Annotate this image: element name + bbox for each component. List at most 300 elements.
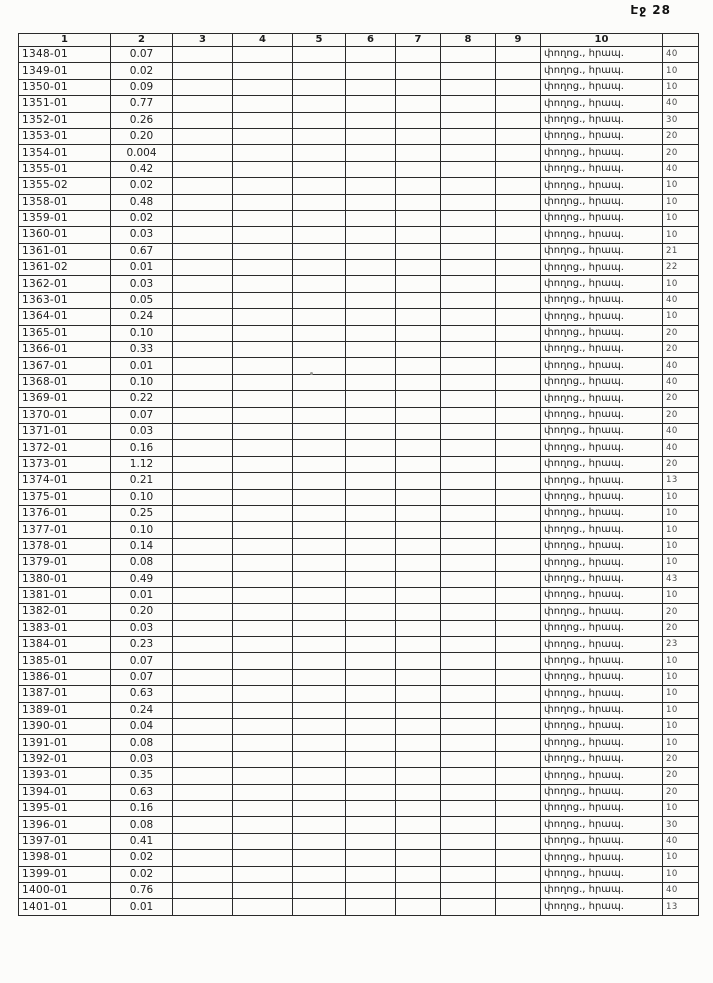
- cadastral-table: [18, 33, 699, 916]
- empty-cell: [396, 374, 441, 390]
- empty-cell: [496, 620, 541, 636]
- empty-cell: [396, 555, 441, 571]
- usage-label-cell: փողոց., հրապ.: [541, 391, 663, 407]
- usage-label-cell: փողոց., հրապ.: [541, 899, 663, 915]
- empty-cell: [396, 423, 441, 439]
- usage-label-cell: փողոց., հրապ.: [541, 555, 663, 571]
- parcel-id-cell: 1385-01: [19, 653, 111, 669]
- empty-cell: [346, 407, 396, 423]
- empty-cell: [346, 719, 396, 735]
- empty-cell: [496, 456, 541, 472]
- table-row: [19, 637, 699, 653]
- table-row: [19, 882, 699, 898]
- area-value-cell: 0.03: [111, 227, 173, 243]
- empty-cell: [441, 505, 496, 521]
- empty-cell: [441, 96, 496, 112]
- parcel-id-cell: 1373-01: [19, 456, 111, 472]
- empty-cell: [396, 243, 441, 259]
- handwritten-margin-note: 10: [663, 63, 699, 79]
- usage-label-cell: փողոց., հրապ.: [541, 227, 663, 243]
- empty-cell: [173, 292, 233, 308]
- area-value-cell: 0.41: [111, 833, 173, 849]
- empty-cell: [396, 768, 441, 784]
- empty-cell: [496, 309, 541, 325]
- parcel-id-cell: 1386-01: [19, 669, 111, 685]
- handwritten-margin-note: 10: [663, 702, 699, 718]
- empty-cell: [346, 391, 396, 407]
- empty-cell: [496, 292, 541, 308]
- handwritten-margin-note: 20: [663, 620, 699, 636]
- parcel-id-cell: 1361-01: [19, 243, 111, 259]
- usage-label-cell: փողոց., հրապ.: [541, 112, 663, 128]
- parcel-id-cell: 1352-01: [19, 112, 111, 128]
- usage-label-cell: փողոց., հրապ.: [541, 194, 663, 210]
- area-value-cell: 0.10: [111, 374, 173, 390]
- table-row: [19, 768, 699, 784]
- empty-cell: [233, 161, 293, 177]
- parcel-id-cell: 1394-01: [19, 784, 111, 800]
- empty-cell: [396, 784, 441, 800]
- area-value-cell: 0.04: [111, 719, 173, 735]
- empty-cell: [173, 260, 233, 276]
- area-value-cell: 0.01: [111, 899, 173, 915]
- area-value-cell: 0.004: [111, 145, 173, 161]
- handwritten-margin-note: 20: [663, 456, 699, 472]
- area-value-cell: 0.02: [111, 866, 173, 882]
- usage-label-cell: փողոց., հրապ.: [541, 358, 663, 374]
- empty-cell: [441, 112, 496, 128]
- empty-cell: [346, 751, 396, 767]
- area-value-cell: 0.20: [111, 128, 173, 144]
- empty-cell: [346, 866, 396, 882]
- empty-cell: [233, 456, 293, 472]
- empty-cell: [233, 669, 293, 685]
- empty-cell: [233, 128, 293, 144]
- empty-cell: [173, 63, 233, 79]
- empty-cell: [173, 276, 233, 292]
- empty-cell: [233, 292, 293, 308]
- table-row: [19, 653, 699, 669]
- column-header: 2: [111, 34, 173, 47]
- empty-cell: [441, 145, 496, 161]
- column-header: 1: [19, 34, 111, 47]
- usage-label-cell: փողոց., հրապ.: [541, 637, 663, 653]
- parcel-id-cell: 1377-01: [19, 522, 111, 538]
- area-value-cell: 0.22: [111, 391, 173, 407]
- empty-cell: [233, 587, 293, 603]
- usage-label-cell: փողոց., հրապ.: [541, 260, 663, 276]
- usage-label-cell: փողոց., հրապ.: [541, 505, 663, 521]
- empty-cell: [346, 47, 396, 63]
- empty-cell: [441, 260, 496, 276]
- empty-cell: [496, 522, 541, 538]
- empty-cell: [233, 637, 293, 653]
- empty-cell: [173, 112, 233, 128]
- area-value-cell: 0.07: [111, 653, 173, 669]
- empty-cell: [441, 358, 496, 374]
- empty-cell: [293, 604, 346, 620]
- empty-cell: [396, 210, 441, 226]
- table-row: [19, 440, 699, 456]
- usage-label-cell: փողոց., հրապ.: [541, 587, 663, 603]
- handwritten-margin-note: 40: [663, 374, 699, 390]
- usage-label-cell: փողոց., հրապ.: [541, 145, 663, 161]
- usage-label-cell: փողոց., հրապ.: [541, 440, 663, 456]
- area-value-cell: 0.24: [111, 702, 173, 718]
- empty-cell: [396, 178, 441, 194]
- empty-cell: [173, 128, 233, 144]
- handwritten-margin-note: 10: [663, 866, 699, 882]
- area-value-cell: 0.25: [111, 505, 173, 521]
- parcel-id-cell: 1361-02: [19, 260, 111, 276]
- empty-cell: [441, 669, 496, 685]
- empty-cell: [396, 653, 441, 669]
- empty-cell: [293, 817, 346, 833]
- handwritten-margin-note: 10: [663, 194, 699, 210]
- handwritten-margin-note: 10: [663, 522, 699, 538]
- empty-cell: [496, 391, 541, 407]
- empty-cell: [233, 571, 293, 587]
- usage-label-cell: փողոց., հրապ.: [541, 473, 663, 489]
- empty-cell: [293, 145, 346, 161]
- table-header-row: [19, 34, 699, 47]
- handwritten-margin-note: 10: [663, 210, 699, 226]
- handwritten-margin-note: 13: [663, 899, 699, 915]
- empty-cell: [173, 866, 233, 882]
- empty-cell: [441, 899, 496, 915]
- parcel-id-cell: 1353-01: [19, 128, 111, 144]
- empty-cell: [173, 555, 233, 571]
- empty-cell: [293, 571, 346, 587]
- empty-cell: [173, 423, 233, 439]
- empty-cell: [496, 96, 541, 112]
- table-row: [19, 227, 699, 243]
- empty-cell: [173, 768, 233, 784]
- table-row: [19, 522, 699, 538]
- empty-cell: [173, 850, 233, 866]
- empty-cell: [293, 194, 346, 210]
- handwritten-margin-note: 40: [663, 882, 699, 898]
- table-row: [19, 817, 699, 833]
- table-row: [19, 751, 699, 767]
- empty-cell: [293, 489, 346, 505]
- empty-cell: [233, 899, 293, 915]
- parcel-id-cell: 1350-01: [19, 79, 111, 95]
- empty-cell: [346, 587, 396, 603]
- handwritten-margin-note: 21: [663, 243, 699, 259]
- empty-cell: [496, 407, 541, 423]
- empty-cell: [346, 833, 396, 849]
- empty-cell: [173, 538, 233, 554]
- empty-cell: [233, 260, 293, 276]
- table-row: [19, 161, 699, 177]
- usage-label-cell: փողոց., հրապ.: [541, 178, 663, 194]
- area-value-cell: 0.14: [111, 538, 173, 554]
- empty-cell: [396, 112, 441, 128]
- empty-cell: [396, 899, 441, 915]
- usage-label-cell: փողոց., հրապ.: [541, 47, 663, 63]
- empty-cell: [396, 79, 441, 95]
- handwritten-margin-note: 20: [663, 407, 699, 423]
- empty-cell: [173, 751, 233, 767]
- table-row: [19, 505, 699, 521]
- usage-label-cell: փողոց., հրապ.: [541, 604, 663, 620]
- empty-cell: [233, 47, 293, 63]
- parcel-id-cell: 1393-01: [19, 768, 111, 784]
- empty-cell: [293, 833, 346, 849]
- empty-cell: [441, 456, 496, 472]
- parcel-id-cell: 1376-01: [19, 505, 111, 521]
- empty-cell: [441, 292, 496, 308]
- empty-cell: [346, 489, 396, 505]
- usage-label-cell: փողոց., հրապ.: [541, 423, 663, 439]
- usage-label-cell: փողոց., հրապ.: [541, 751, 663, 767]
- empty-cell: [496, 473, 541, 489]
- empty-cell: [233, 96, 293, 112]
- empty-cell: [496, 800, 541, 816]
- parcel-id-cell: 1391-01: [19, 735, 111, 751]
- parcel-id-cell: 1349-01: [19, 63, 111, 79]
- empty-cell: [396, 637, 441, 653]
- empty-cell: [293, 325, 346, 341]
- table-row: [19, 358, 699, 374]
- empty-cell: [233, 653, 293, 669]
- empty-cell: [441, 423, 496, 439]
- empty-cell: [233, 178, 293, 194]
- handwritten-margin-note: 20: [663, 325, 699, 341]
- handwritten-margin-note: 20: [663, 768, 699, 784]
- area-value-cell: 0.16: [111, 800, 173, 816]
- empty-cell: [441, 620, 496, 636]
- empty-cell: [233, 210, 293, 226]
- handwritten-margin-note: 10: [663, 79, 699, 95]
- empty-cell: [233, 423, 293, 439]
- empty-cell: [496, 128, 541, 144]
- table-row: [19, 850, 699, 866]
- table-row: [19, 112, 699, 128]
- parcel-id-cell: 1372-01: [19, 440, 111, 456]
- handwritten-margin-note: 40: [663, 833, 699, 849]
- empty-cell: [346, 342, 396, 358]
- empty-cell: [346, 325, 396, 341]
- parcel-id-cell: 1371-01: [19, 423, 111, 439]
- area-value-cell: 0.03: [111, 276, 173, 292]
- empty-cell: [233, 309, 293, 325]
- handwritten-margin-note: 22: [663, 260, 699, 276]
- empty-cell: [396, 47, 441, 63]
- usage-label-cell: փողոց., հրապ.: [541, 489, 663, 505]
- empty-cell: [396, 358, 441, 374]
- area-value-cell: 0.08: [111, 555, 173, 571]
- empty-cell: [173, 620, 233, 636]
- empty-cell: [233, 407, 293, 423]
- empty-cell: [293, 79, 346, 95]
- empty-cell: [441, 407, 496, 423]
- empty-cell: [441, 555, 496, 571]
- usage-label-cell: փողոց., հրապ.: [541, 702, 663, 718]
- parcel-id-cell: 1380-01: [19, 571, 111, 587]
- empty-cell: [173, 489, 233, 505]
- empty-cell: [233, 112, 293, 128]
- table-row: [19, 555, 699, 571]
- empty-cell: [496, 194, 541, 210]
- usage-label-cell: փողոց., հրապ.: [541, 866, 663, 882]
- usage-label-cell: փողոց., հրապ.: [541, 833, 663, 849]
- empty-cell: [293, 784, 346, 800]
- empty-cell: [441, 850, 496, 866]
- empty-cell: [233, 784, 293, 800]
- empty-cell: [346, 358, 396, 374]
- handwritten-margin-note: 10: [663, 719, 699, 735]
- empty-cell: [293, 637, 346, 653]
- empty-cell: [496, 686, 541, 702]
- empty-cell: [496, 784, 541, 800]
- empty-cell: [441, 47, 496, 63]
- empty-cell: [346, 653, 396, 669]
- empty-cell: [441, 489, 496, 505]
- empty-cell: [396, 292, 441, 308]
- empty-cell: [173, 325, 233, 341]
- empty-cell: [496, 145, 541, 161]
- empty-cell: [233, 719, 293, 735]
- empty-cell: [441, 587, 496, 603]
- empty-cell: [346, 669, 396, 685]
- empty-cell: [396, 735, 441, 751]
- handwritten-margin-note: 40: [663, 292, 699, 308]
- empty-cell: [441, 784, 496, 800]
- empty-cell: [441, 243, 496, 259]
- usage-label-cell: փողոց., հրապ.: [541, 522, 663, 538]
- area-value-cell: 0.03: [111, 751, 173, 767]
- empty-cell: [293, 505, 346, 521]
- empty-cell: [441, 473, 496, 489]
- area-value-cell: 0.01: [111, 587, 173, 603]
- empty-cell: [496, 423, 541, 439]
- empty-cell: [496, 374, 541, 390]
- empty-cell: [233, 833, 293, 849]
- empty-cell: [346, 178, 396, 194]
- area-value-cell: 0.63: [111, 686, 173, 702]
- usage-label-cell: փողոց., հրապ.: [541, 817, 663, 833]
- handwritten-margin-note: 20: [663, 391, 699, 407]
- usage-label-cell: փողոց., հրապ.: [541, 63, 663, 79]
- empty-cell: [346, 96, 396, 112]
- table-row: [19, 47, 699, 63]
- area-value-cell: 0.08: [111, 735, 173, 751]
- empty-cell: [496, 653, 541, 669]
- empty-cell: [396, 161, 441, 177]
- empty-cell: [441, 538, 496, 554]
- handwritten-margin-note: 10: [663, 653, 699, 669]
- empty-cell: [293, 473, 346, 489]
- handwritten-margin-note: 10: [663, 178, 699, 194]
- empty-cell: [496, 555, 541, 571]
- empty-cell: [396, 473, 441, 489]
- empty-cell: [293, 653, 346, 669]
- empty-cell: [346, 768, 396, 784]
- empty-cell: [496, 637, 541, 653]
- table-row: [19, 604, 699, 620]
- area-value-cell: 0.07: [111, 407, 173, 423]
- empty-cell: [346, 161, 396, 177]
- usage-label-cell: փողոց., հրապ.: [541, 79, 663, 95]
- parcel-id-cell: 1381-01: [19, 587, 111, 603]
- empty-cell: [173, 145, 233, 161]
- empty-cell: [496, 243, 541, 259]
- empty-cell: [496, 538, 541, 554]
- empty-cell: [396, 538, 441, 554]
- empty-cell: [233, 145, 293, 161]
- table-row: [19, 210, 699, 226]
- table-row: [19, 669, 699, 685]
- area-value-cell: 0.77: [111, 96, 173, 112]
- empty-cell: [173, 194, 233, 210]
- column-header: 8: [441, 34, 496, 47]
- empty-cell: [346, 243, 396, 259]
- usage-label-cell: փողոց., հրապ.: [541, 325, 663, 341]
- area-value-cell: 0.76: [111, 882, 173, 898]
- empty-cell: [233, 440, 293, 456]
- empty-cell: [233, 505, 293, 521]
- empty-cell: [496, 735, 541, 751]
- empty-cell: [173, 637, 233, 653]
- area-value-cell: 0.24: [111, 309, 173, 325]
- empty-cell: [441, 882, 496, 898]
- empty-cell: [441, 833, 496, 849]
- empty-cell: [346, 128, 396, 144]
- area-value-cell: 0.10: [111, 325, 173, 341]
- empty-cell: [293, 161, 346, 177]
- handwritten-margin-note: 10: [663, 669, 699, 685]
- empty-cell: [496, 63, 541, 79]
- empty-cell: [233, 325, 293, 341]
- empty-cell: [233, 79, 293, 95]
- empty-cell: [346, 440, 396, 456]
- handwritten-margin-note: 10: [663, 800, 699, 816]
- empty-cell: [396, 850, 441, 866]
- empty-cell: [496, 719, 541, 735]
- parcel-id-cell: 1396-01: [19, 817, 111, 833]
- parcel-id-cell: 1359-01: [19, 210, 111, 226]
- empty-cell: [496, 899, 541, 915]
- empty-cell: [233, 522, 293, 538]
- empty-cell: [293, 407, 346, 423]
- column-header: 9: [496, 34, 541, 47]
- empty-cell: [293, 719, 346, 735]
- usage-label-cell: փողոց., հրապ.: [541, 719, 663, 735]
- handwritten-margin-note: 10: [663, 735, 699, 751]
- empty-cell: [293, 342, 346, 358]
- handwritten-margin-note: 20: [663, 128, 699, 144]
- page-number-label: Էջ 28: [630, 3, 671, 17]
- empty-cell: [346, 473, 396, 489]
- empty-cell: [233, 850, 293, 866]
- empty-cell: [396, 669, 441, 685]
- column-header: 4: [233, 34, 293, 47]
- empty-cell: [346, 850, 396, 866]
- parcel-id-cell: 1400-01: [19, 882, 111, 898]
- table-row: [19, 194, 699, 210]
- empty-cell: [293, 260, 346, 276]
- parcel-id-cell: 1378-01: [19, 538, 111, 554]
- empty-cell: [233, 342, 293, 358]
- empty-cell: [396, 620, 441, 636]
- handwritten-margin-note: 40: [663, 47, 699, 63]
- empty-cell: [173, 358, 233, 374]
- table-row: [19, 325, 699, 341]
- empty-cell: [496, 489, 541, 505]
- empty-cell: [233, 735, 293, 751]
